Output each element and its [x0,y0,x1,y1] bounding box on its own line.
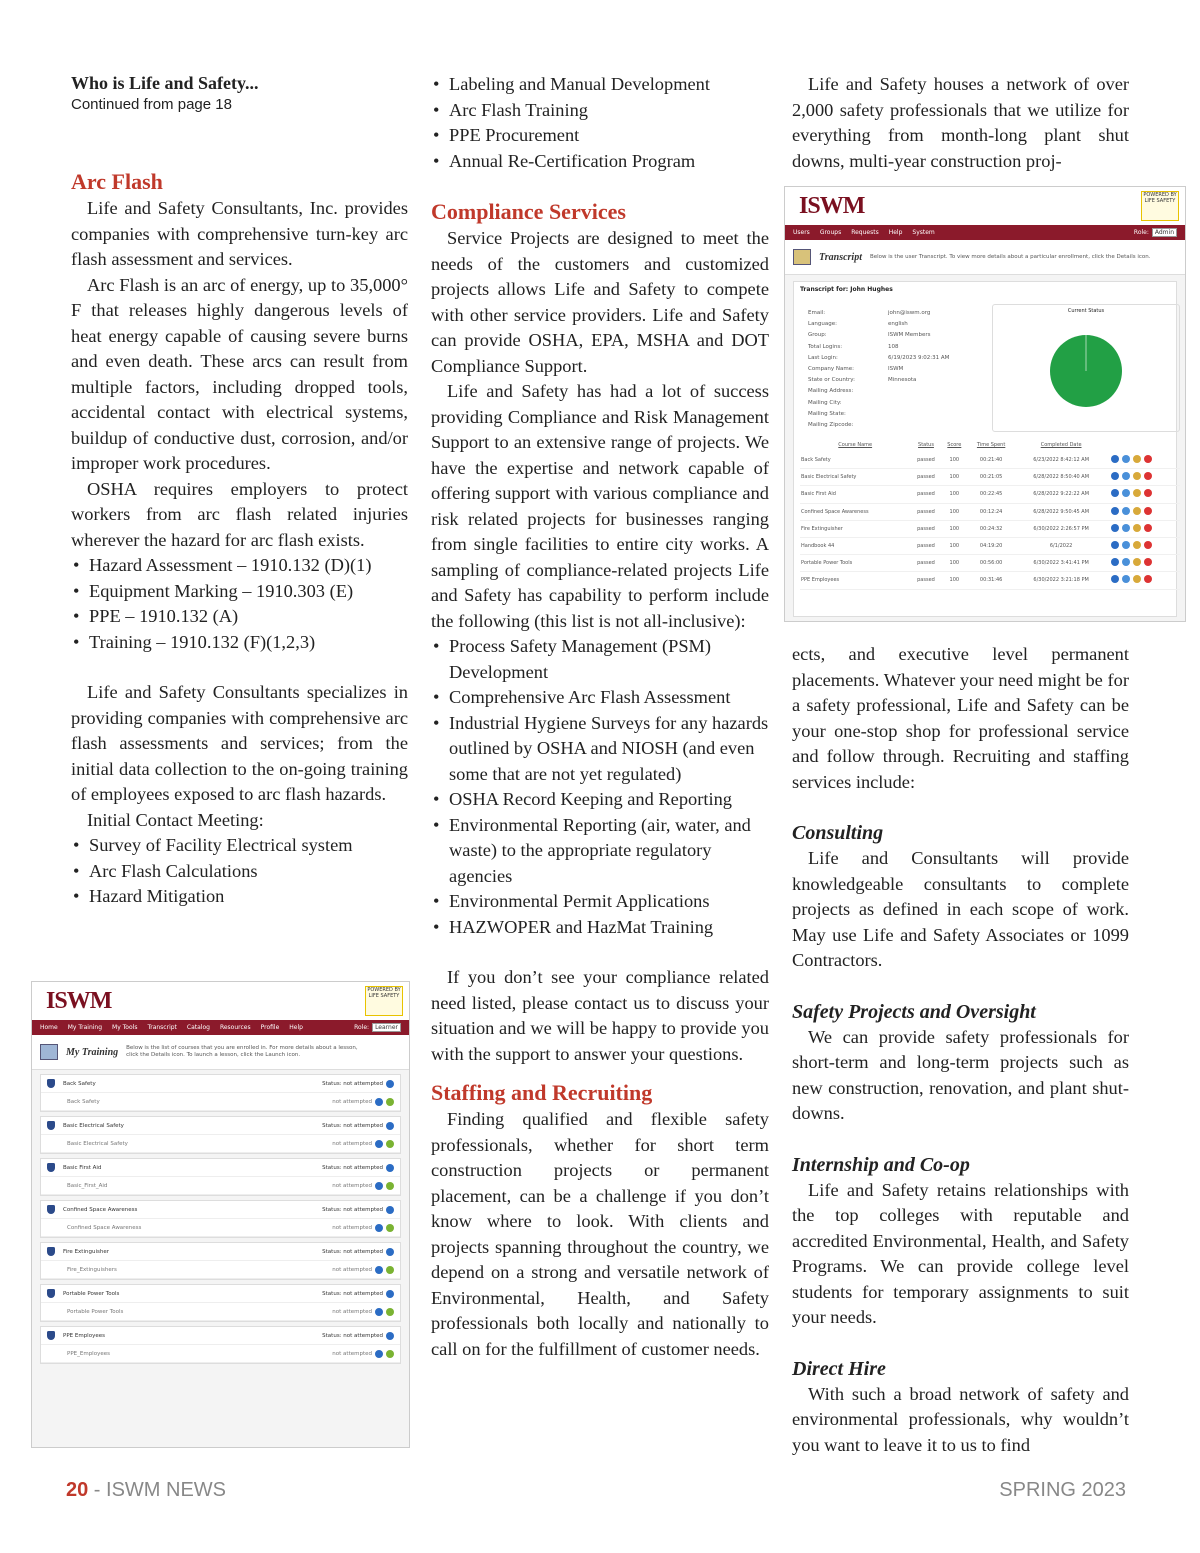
role-select[interactable] [354,1023,401,1032]
info-icon[interactable] [386,1164,394,1172]
lesson-name: PPE_Employees [67,1350,110,1357]
staffing-heading: Staffing and Recruiting [431,1080,653,1105]
details-icon[interactable] [375,1266,383,1274]
edit-icon[interactable] [1133,541,1141,549]
certificate-icon[interactable] [1122,524,1130,532]
column-header[interactable]: Course Name [838,442,873,448]
row-actions [1107,452,1180,469]
info-value: ISWM [888,366,904,373]
details-icon[interactable] [1111,575,1119,583]
table-cell: passed [910,486,941,503]
row-actions [1107,520,1180,537]
info-label: Email: [808,310,826,316]
info-value: Minnesota [888,377,917,384]
lesson-row [41,1261,400,1279]
info-label: Last Login: [808,354,838,361]
lesson-status: not attempted [332,1308,372,1315]
details-icon[interactable] [375,1182,383,1190]
page-title: My Training [66,1046,119,1058]
table-cell: Back Safety [800,452,910,469]
direct-hire-heading: Direct Hire [792,1357,886,1380]
row-actions [1107,486,1180,503]
table-cell: 100 [942,503,967,520]
list-item: • Survey of Facility Electrical system [71,833,408,859]
column-2 [431,72,769,1362]
column-header[interactable]: Score [947,442,962,448]
table-cell: passed [910,555,941,572]
list-item: • Industrial Hygiene Surveys for any hazards outlined by OSHA and NIOSH (and even some that are not yet regulated) [431,711,769,788]
edit-icon[interactable] [1133,575,1141,583]
shield-icon [47,1121,55,1130]
launch-icon[interactable] [386,1308,394,1316]
paragraph: Arc Flash is an arc of energy, up to 35,000° F that releases highly dangerous levels of heat energy capable of causing severe burns and even death. These arcs can result from multiple factors, including dropped tools, accidental contact with electrical systems, buildup of conductive dust, corrosion, and/or improper work procedures. [71,274,408,473]
table-cell: 00:24:32 [967,520,1015,537]
table-cell: 100 [942,486,967,503]
role-select[interactable] [1134,228,1177,237]
course-row[interactable] [41,1201,400,1219]
course-card [40,1158,401,1196]
chart-title: Current Status [1067,308,1105,314]
course-list [32,1074,409,1364]
nav-item[interactable]: Catalog [186,1024,210,1031]
info-row [808,386,998,397]
lesson-name: Portable Power Tools [67,1308,124,1315]
page-header [785,240,1185,275]
course-status: Status: not attempted [322,1122,383,1129]
continued-note: Continued from page 18 [71,96,232,113]
table-cell: 6/1/2022 [1015,537,1107,554]
course-name: Fire Extinguisher [63,1248,109,1255]
table-row [800,452,1180,469]
table-cell: 00:31:46 [967,572,1015,589]
course-card [40,1116,401,1154]
list-item: • Annual Re-Certification Program [431,149,769,175]
list-item: • HAZWOPER and HazMat Training [431,915,769,941]
column-1 [71,72,408,910]
table-cell: 6/23/2022 8:42:12 AM [1015,452,1107,469]
info-icon[interactable] [386,1206,394,1214]
info-icon[interactable] [386,1332,394,1340]
info-label: Mailing City: [808,399,842,406]
arc-flash-heading: Arc Flash [71,169,163,194]
delete-icon[interactable] [1144,541,1152,549]
paragraph: Finding qualified and flexible safety professionals, whether for short term construction projects or permanent placement, can be a challenge if you don’t know where to look. With clients and projects spanning throughout the country, we depend on a strong and versatile network of Environmental, Health, and Safety professionals both locally and nationally to call on for the fulfillment of customer needs. [431,1109,769,1359]
info-value: 108 [888,343,899,350]
course-status: Status: not attempted [322,1206,383,1213]
course-card [40,1284,401,1322]
paragraph: Life and Consultants will provide knowledgeable consultants to complete projects as defined in each scope of work. May use Life and Safety Associates or 1099 Contractors. [792,848,1129,970]
row-actions [1107,572,1180,589]
table-row [800,486,1180,503]
course-row[interactable] [41,1075,400,1093]
lesson-status: not attempted [332,1098,372,1105]
info-row [808,375,998,386]
details-icon[interactable] [1111,524,1119,532]
certificate-icon[interactable] [1122,558,1130,566]
list-item: • Arc Flash Training [431,98,769,124]
role-value[interactable]: Learner [372,1023,401,1032]
list-item: • PPE Procurement [431,123,769,149]
info-label: Total Logins: [808,343,843,350]
table-cell: 100 [942,555,967,572]
table-cell: 100 [942,469,967,486]
table-cell: 00:22:45 [967,486,1015,503]
info-value: 6/19/2023 9:02:31 AM [888,354,950,361]
nav-item[interactable]: Transcript [147,1024,177,1031]
info-value: english [888,321,908,328]
table-cell: Confined Space Awareness [800,503,910,520]
safety-projects-heading: Safety Projects and Oversight [792,1000,1036,1023]
course-row[interactable] [41,1159,400,1177]
list-item: • Environmental Reporting (air, water, and waste) to the appropriate regulatory agencies [431,813,769,890]
table-cell: 100 [942,452,967,469]
iswm-logo: ISWM [799,193,865,219]
table-cell: 6/28/2022 9:22:22 AM [1015,486,1107,503]
paragraph: Life and Safety Consultants, Inc. provides companies with comprehensive turn-key arc flash assessment and services. [71,198,408,269]
info-row [808,308,998,319]
paragraph: Life and Safety houses a network of over 2,000 safety professionals that we utilize for everything from month-long plant shut downs, multi-year construction proj- [792,74,1129,171]
row-actions [1107,503,1180,520]
certificate-icon[interactable] [1122,489,1130,497]
table-body [800,452,1180,589]
delete-icon[interactable] [1144,489,1152,497]
nav-item[interactable]: Profile [260,1024,280,1031]
delete-icon[interactable] [1144,455,1152,463]
info-row [808,409,998,420]
course-name: Basic First Aid [63,1164,102,1171]
footer-left [66,1479,226,1502]
table-cell: 00:56:00 [967,555,1015,572]
row-actions [1107,537,1180,554]
table-cell: 00:21:40 [967,452,1015,469]
details-icon[interactable] [1111,489,1119,497]
edit-icon[interactable] [1133,558,1141,566]
internship-heading: Internship and Co-op [792,1153,970,1176]
training-icon [40,1044,58,1060]
info-value: john@iswm.org [888,310,931,316]
table-cell: 6/28/2022 8:50:40 AM [1015,469,1107,486]
my-training-screenshot [31,981,410,1448]
osha-list [71,553,408,655]
list-item: • Hazard Mitigation [71,884,408,910]
details-icon[interactable] [375,1350,383,1358]
lesson-row [41,1219,400,1237]
details-icon[interactable] [1111,507,1119,515]
nav-item[interactable]: Help [289,1024,303,1031]
page-header [32,1035,409,1070]
nav-item[interactable]: System [912,229,935,236]
lesson-name: Confined Space Awareness [67,1224,142,1231]
table-cell: 100 [942,520,967,537]
page-description: Below is the list of courses that you are enrolled in. For more details about a lesson, click the Details icon. To launch a lesson, click the Launch icon. [126,1045,358,1058]
launch-icon[interactable] [386,1098,394,1106]
column-header[interactable]: Time Spent [976,442,1006,448]
edit-icon[interactable] [1133,524,1141,532]
course-row[interactable] [41,1243,400,1261]
table-row [800,555,1180,572]
course-status: Status: not attempted [322,1164,383,1171]
details-icon[interactable] [375,1140,383,1148]
course-name: Portable Power Tools [63,1290,120,1297]
paragraph: Life and Safety Consultants specializes in providing companies with comprehensive arc flash assessments and services; from the initial data collection to the on-going training of employees exposed to arc flash hazards. [71,682,408,804]
certificate-icon[interactable] [1122,541,1130,549]
role-value[interactable]: Admin [1152,228,1177,237]
lesson-row [41,1303,400,1321]
details-icon[interactable] [1111,541,1119,549]
details-icon[interactable] [375,1098,383,1106]
nav-item[interactable]: Help [888,229,903,236]
info-label: Language: [808,321,837,328]
list-item: • Environmental Permit Applications [431,889,769,915]
table-row [800,520,1180,537]
course-card [40,1326,401,1364]
table-cell: 6/30/2022 3:21:18 PM [1015,572,1107,589]
delete-icon[interactable] [1144,575,1152,583]
table-cell: Fire Extinguisher [800,520,910,537]
table-cell: 6/30/2022 2:26:57 PM [1015,520,1107,537]
table-cell: 6/28/2022 9:50:45 AM [1015,503,1107,520]
role-label: Role: [1133,229,1149,236]
lesson-name: Basic Electrical Safety [67,1140,128,1147]
certificate-icon[interactable] [1122,472,1130,480]
info-icon[interactable] [386,1080,394,1088]
shield-icon [47,1205,55,1214]
nav-item[interactable]: Requests [851,229,879,236]
info-row [808,330,998,341]
launch-icon[interactable] [386,1224,394,1232]
course-row[interactable] [41,1327,400,1345]
row-actions [1107,469,1180,486]
status-chart [992,304,1180,432]
info-row [808,398,998,409]
course-name: Basic Electrical Safety [63,1122,124,1129]
paragraph: OSHA requires employers to protect workers from arc flash related injuries wherever the hazard for arc flash exists. [71,478,408,550]
table-cell: 00:21:05 [967,469,1015,486]
transcript-table [800,438,1180,590]
course-status: Status: not attempted [322,1290,383,1297]
certificate-icon[interactable] [1122,507,1130,515]
paragraph: Life and Safety retains relationships with the top colleges with reputable and accredited Environmental, Health, and Safety Programs. We can provide college level students for temporary assignments to suit your needs. [792,1179,1129,1327]
lesson-status: not attempted [332,1140,372,1147]
edit-icon[interactable] [1133,472,1141,480]
course-card [40,1242,401,1280]
shield-icon [47,1079,55,1088]
details-icon[interactable] [375,1224,383,1232]
info-label: Mailing Zipcode: [808,422,854,429]
launch-icon[interactable] [386,1140,394,1148]
table-cell: passed [910,537,941,554]
shield-icon [47,1247,55,1256]
nav-item[interactable]: Home [40,1024,58,1031]
nav-bar [785,225,1185,240]
nav-item[interactable]: Resources [219,1024,251,1031]
course-status: Status: not attempted [322,1332,383,1339]
table-cell: 100 [942,537,967,554]
info-label: Company Name: [808,366,854,373]
info-label: Mailing Address: [808,388,854,395]
publication-name: - ISWM NEWS [88,1479,227,1501]
user-info [808,308,998,431]
table-cell: PPE Employees [800,572,910,589]
transcript-icon [793,249,811,265]
launch-icon[interactable] [386,1182,394,1190]
course-status: Status: not attempted [322,1248,383,1255]
info-value: ISWM Members [888,332,931,339]
course-card [40,1200,401,1238]
info-label: Group: [808,332,827,339]
table-row [800,537,1180,554]
lesson-status: not attempted [332,1266,372,1273]
list-item: • Hazard Assessment – 1910.132 (D)(1) [71,553,408,579]
lesson-row [41,1093,400,1111]
list-item: • Arc Flash Calculations [71,859,408,885]
table-cell: 00:12:24 [967,503,1015,520]
service-list [431,72,769,174]
pie-chart [993,317,1179,427]
list-item: • PPE – 1910.132 (A) [71,604,408,630]
nav-item[interactable]: My Tools [112,1024,138,1031]
table-cell: 6/30/2022 3:41:41 PM [1015,555,1107,572]
role-label: Role: [354,1024,370,1031]
details-icon[interactable] [375,1308,383,1316]
course-name: Confined Space Awareness [63,1206,138,1213]
info-row [808,353,998,364]
info-label: State or Country: [808,377,855,384]
paragraph: Service Projects are designed to meet the needs of the customers and customized projects allows Life and Safety to compete with other service providers. Life and Safety can provide OSHA, EPA, MSHA and DOT Compliance Support. [431,228,769,376]
table-cell: passed [910,452,941,469]
shield-icon [47,1331,55,1340]
transcript-panel [793,281,1177,617]
transcript-screenshot [784,186,1186,622]
launch-icon[interactable] [386,1350,394,1358]
info-icon[interactable] [386,1248,394,1256]
iswm-logo: ISWM [46,988,112,1014]
launch-icon[interactable] [386,1266,394,1274]
course-row[interactable] [41,1285,400,1303]
table-cell: passed [910,469,941,486]
delete-icon[interactable] [1144,558,1152,566]
powered-by-badge: POWERED BY LIFE SAFETY [365,986,403,1016]
table-cell: 100 [942,572,967,589]
shield-icon [47,1289,55,1298]
info-icon[interactable] [386,1290,394,1298]
table-row [800,503,1180,520]
course-name: PPE Employees [63,1332,105,1339]
list-item: • Process Safety Management (PSM) Development [431,634,769,685]
list-item: • OSHA Record Keeping and Reporting [431,787,769,813]
table-cell: passed [910,503,941,520]
compliance-heading: Compliance Services [431,199,626,224]
list-item: • Training – 1910.132 (F)(1,2,3) [71,630,408,656]
lesson-status: not attempted [332,1350,372,1357]
table-cell: Basic Electrical Safety [800,469,910,486]
table-header-row [800,438,1180,452]
nav-item[interactable]: My Training [67,1024,103,1031]
nav-item[interactable]: Groups [819,229,842,236]
paragraph: We can provide safety professionals for short-term and long-term projects such as new construction, renovation, and plant shut-downs. [792,1026,1129,1123]
details-icon[interactable] [1111,558,1119,566]
table-cell: passed [910,520,941,537]
edit-icon[interactable] [1133,489,1141,497]
kicker: Who is Life and Safety... [71,73,259,93]
details-icon[interactable] [1111,472,1119,480]
table-row [800,572,1180,589]
table-cell: 04:19:20 [967,537,1015,554]
table-row [800,469,1180,486]
issue-date: SPRING 2023 [999,1479,1126,1501]
info-row [808,319,998,330]
table-cell: Basic First Aid [800,486,910,503]
powered-by-badge: POWERED BY LIFE SAFETY [1141,191,1179,221]
compliance-list [431,634,769,940]
table-cell: Portable Power Tools [800,555,910,572]
delete-icon[interactable] [1144,524,1152,532]
paragraph: If you don’t see your compliance related need listed, please contact us to discuss your situation and we will be happy to provide you with the support to answer your questions. [431,967,769,1064]
certificate-icon[interactable] [1122,575,1130,583]
nav-bar [32,1020,409,1035]
edit-icon[interactable] [1133,455,1141,463]
page-description: Below is the user Transcript. To view more details about a particular enrollment, click the Details icon. [869,253,1151,260]
lesson-status: not attempted [332,1182,372,1189]
nav-item[interactable]: Users [793,229,810,236]
paragraph: With such a broad network of safety and environmental professionals, why wouldn’t you want to leave it to us to find [792,1383,1129,1455]
paragraph: ects, and executive level permanent placements. Whatever your need might be for a safety professional, Life and Safety can be your one-stop shop for professional service and follow through. Recruiting and staffing services include: [792,644,1129,792]
course-card [40,1074,401,1112]
list-item: • Labeling and Manual Development [431,72,769,98]
info-row [808,342,998,353]
paragraph: Initial Contact Meeting: [87,809,264,830]
paragraph: Life and Safety has had a lot of success providing Compliance and Risk Management Support to an extensive range of projects. We have the expertise and network capable of offering support with various compliance and risk related projects for businesses ranging from single facilities to entire city works. A sampling of compliance-related projects Life and Safety has capability to perform include the following (this list is not all-inclusive): [431,381,769,631]
page-title: Transcript [819,251,862,263]
certificate-icon[interactable] [1122,455,1130,463]
lesson-row [41,1345,400,1363]
course-status: Status: not attempted [322,1080,383,1087]
lesson-name: Basic_First_Aid [67,1182,108,1189]
table-cell: Handbook 44 [800,537,910,554]
consulting-heading: Consulting [792,822,884,844]
edit-icon[interactable] [1133,507,1141,515]
lesson-name: Fire_Extinguishers [67,1266,117,1273]
info-row [808,364,998,375]
list-item: • Equipment Marking – 1910.303 (E) [71,579,408,605]
lesson-name: Back Safety [67,1098,100,1105]
meeting-list [71,833,408,910]
info-label: Mailing State: [808,410,846,417]
lesson-status: not attempted [332,1224,372,1231]
info-row [808,420,998,431]
list-item: • Comprehensive Arc Flash Assessment [431,685,769,711]
course-name: Back Safety [63,1080,96,1087]
column-header[interactable]: Completed Date [1040,442,1082,448]
course-row[interactable] [41,1117,400,1135]
row-actions [1107,555,1180,572]
info-icon[interactable] [386,1122,394,1130]
shield-icon [47,1163,55,1172]
column-header[interactable]: Status [918,442,934,448]
lesson-row [41,1177,400,1195]
page-number: 20 [66,1479,89,1501]
details-icon[interactable] [1111,455,1119,463]
delete-icon[interactable] [1144,472,1152,480]
lesson-row [41,1135,400,1153]
table-cell: passed [910,572,941,589]
transcript-for: Transcript for: John Hughes [800,286,893,293]
delete-icon[interactable] [1144,507,1152,515]
